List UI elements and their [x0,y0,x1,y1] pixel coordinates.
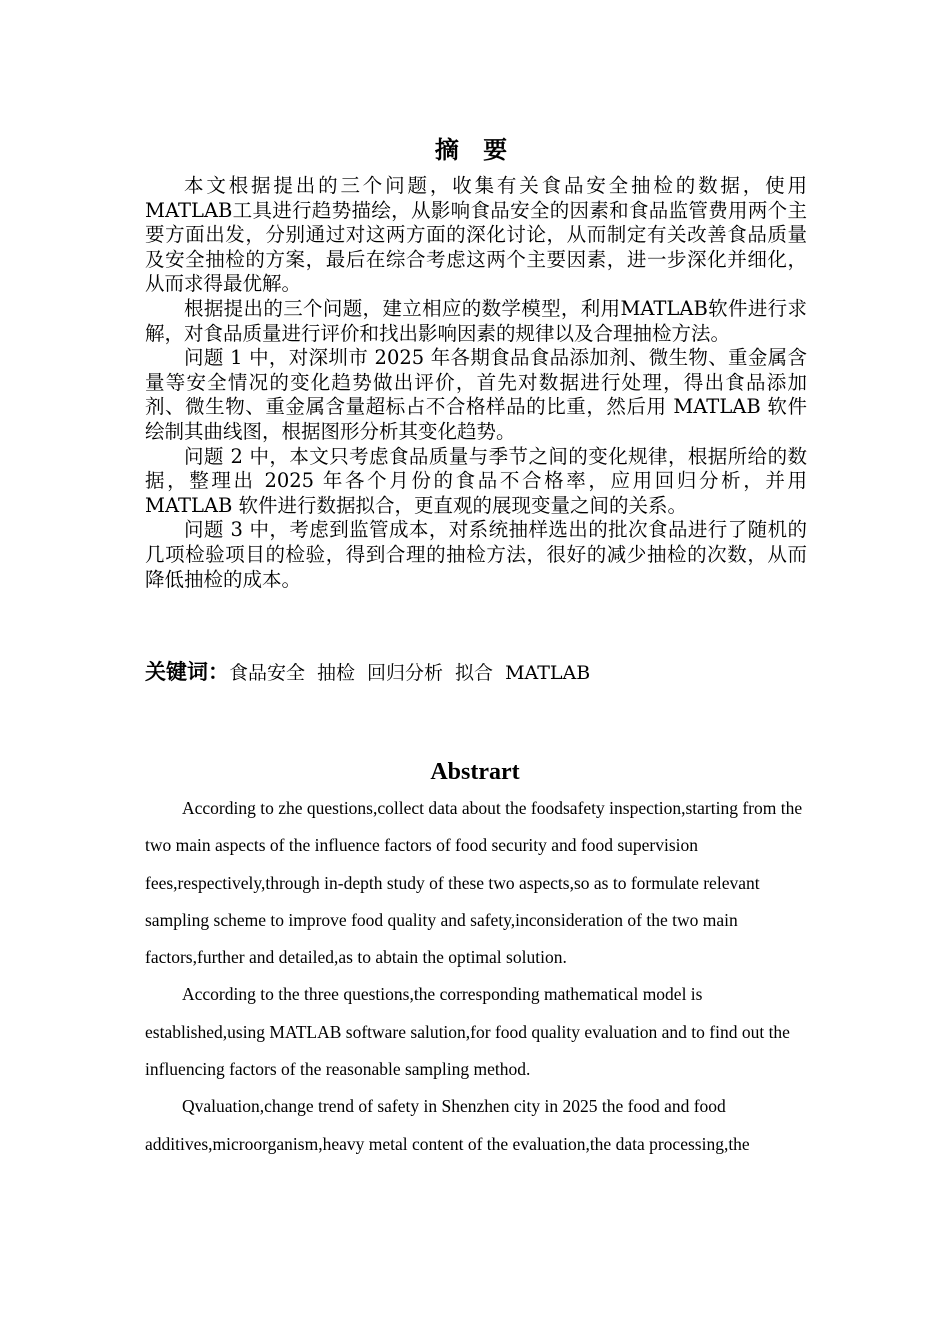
keywords-line [145,657,807,688]
keyword: 食品安全 [229,662,306,684]
abstract-paragraph-cn: 问题 2 中，本文只考虑食品质量与季节之间的变化规律，根据所给的数据，整理出 2025 年各个月份的食品不合格率，应用回归分析，并用 MATLAB 软件进行数据拟合，更直观的展现变量之间的关系。 [145,444,807,517]
abstract-paragraph-cn: 本文根据提出的三个问题，收集有关食品安全抽检的数据，使用MATLAB工具进行趋势描绘，从影响食品安全的因素和食品监管费用两个主要方面出发，分别通过对这两方面的深化讨论，从而制定有关改善食品质量及安全抽检的方案，最后在综合考虑这两个主要因素，进一步深化并细化，从而求得最优解。 [145,174,807,296]
keyword: 抽检 [317,662,356,684]
abstract-paragraph-cn: 问题 1 中，对深圳市 2025 年各期食品食品添加剂、微生物、重金属含量等安全情况的变化趋势做出评价，首先对数据进行处理，得出食品添加剂、微生物、重金属含量超标占不合格样品的比重，然后用 MATLAB 软件绘制其曲线图，根据图形分析其变化趋势。 [145,346,807,443]
abstract-body-cn [145,174,807,592]
keyword: MATLAB [505,662,591,684]
abstract-paragraph-en: Qvaluation,change trend of safety in Shenzhen city in 2025 the food and food additives,microorganism,heavy metal content of the evaluation,the data processing,the [145,1096,750,1154]
abstract-paragraph-cn: 问题 3 中，考虑到监管成本，对系统抽样选出的批次食品进行了随机的几项检验项目的检验，得到合理的抽检方法，很好的减少抽检的次数，从而降低抽检的成本。 [145,518,807,591]
abstract-paragraph-en: According to the three questions,the corresponding mathematical model is established,using MATLAB software salution,for food quality evaluation and to find out the influencing factors of the reasonable sampling method. [145,984,790,1080]
abstract-body-en [145,790,810,1163]
abstract-paragraph-cn: 根据提出的三个问题，建立相应的数学模型，利用MATLAB软件进行求解，对食品质量进行评价和找出影响因素的规律以及合理抽检方法。 [145,296,807,345]
keyword: 拟合 [455,662,494,684]
abstract-title-cn: 摘 要 [434,135,516,164]
abstract-paragraph-en: According to zhe questions,collect data about the foodsafety inspection,starting from the two main aspects of the influence factors of food security and food supervision fees,respectively,through in-depth study of these two aspects,so as to formulate relevant sampling scheme to improve food quality and safety,inconsideration of the two main factors,further and detailed,as to abtain the optimal solution. [145,798,803,968]
keywords-label: 关键词： [145,660,229,684]
abstract-title-en: Abstrart [430,759,520,785]
keyword: 回归分析 [367,662,444,684]
